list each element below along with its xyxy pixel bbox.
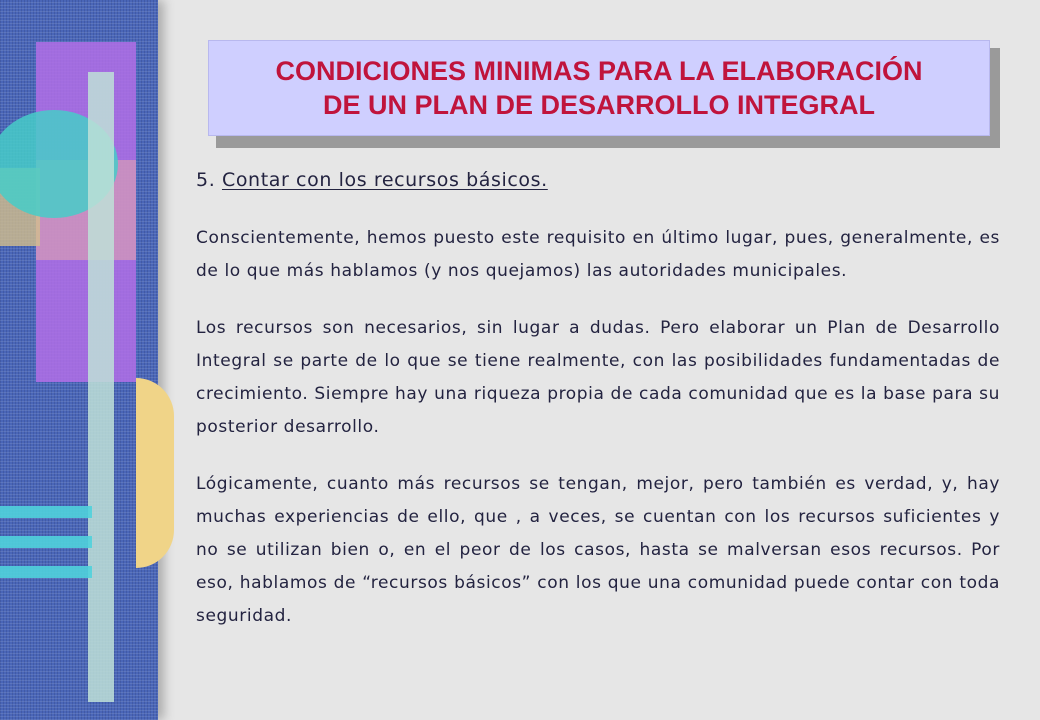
cyan-stripe-decoration <box>0 506 92 518</box>
slide-title <box>276 54 923 122</box>
paragraph-2: Los recursos son necesarios, sin lugar a dudas. Pero elaborar un Plan de Desarrollo Integral se parte de lo que se tiene realmente, con las posibilidades fundamentadas de crecimiento. Siempre hay una riqueza propia de cada comunidad que es la base para su posterior desarrollo. <box>196 318 1000 437</box>
paragraph-1: Conscientemente, hemos puesto este requisito en último lugar, pues, generalmente, es de lo que más hablamos (y nos quejamos) las autoridades municipales. <box>196 228 1000 281</box>
light-vertical-bar-decoration <box>88 72 114 702</box>
yellow-half-circle-decoration <box>136 378 174 568</box>
section-number: 5. <box>196 169 216 191</box>
title-line-1: CONDICIONES MINIMAS PARA LA ELABORACIÓN <box>275 56 923 86</box>
title-box <box>208 40 990 136</box>
section-heading-text: Contar con los recursos básicos. <box>221 169 548 191</box>
cyan-stripe-decoration <box>0 566 92 578</box>
decorative-side-panel <box>0 0 158 720</box>
cyan-stripe-decoration <box>0 536 92 548</box>
title-line-2: DE UN PLAN DE DESARROLLO INTEGRAL <box>322 90 875 120</box>
paragraph-3: Lógicamente, cuanto más recursos se tengan, mejor, pero también es verdad, y, hay muchas experiencias de ello, que , a veces, se cuentan con los recursos suficientes y no se utilizan bien o, en el peor de los casos, hasta se malversan esos recursos. Por eso, hablamos de “recursos básicos” con los que una comunidad puede contar con toda seguridad. <box>196 474 1000 626</box>
section-heading <box>196 166 1000 194</box>
slide-body <box>196 166 1000 657</box>
